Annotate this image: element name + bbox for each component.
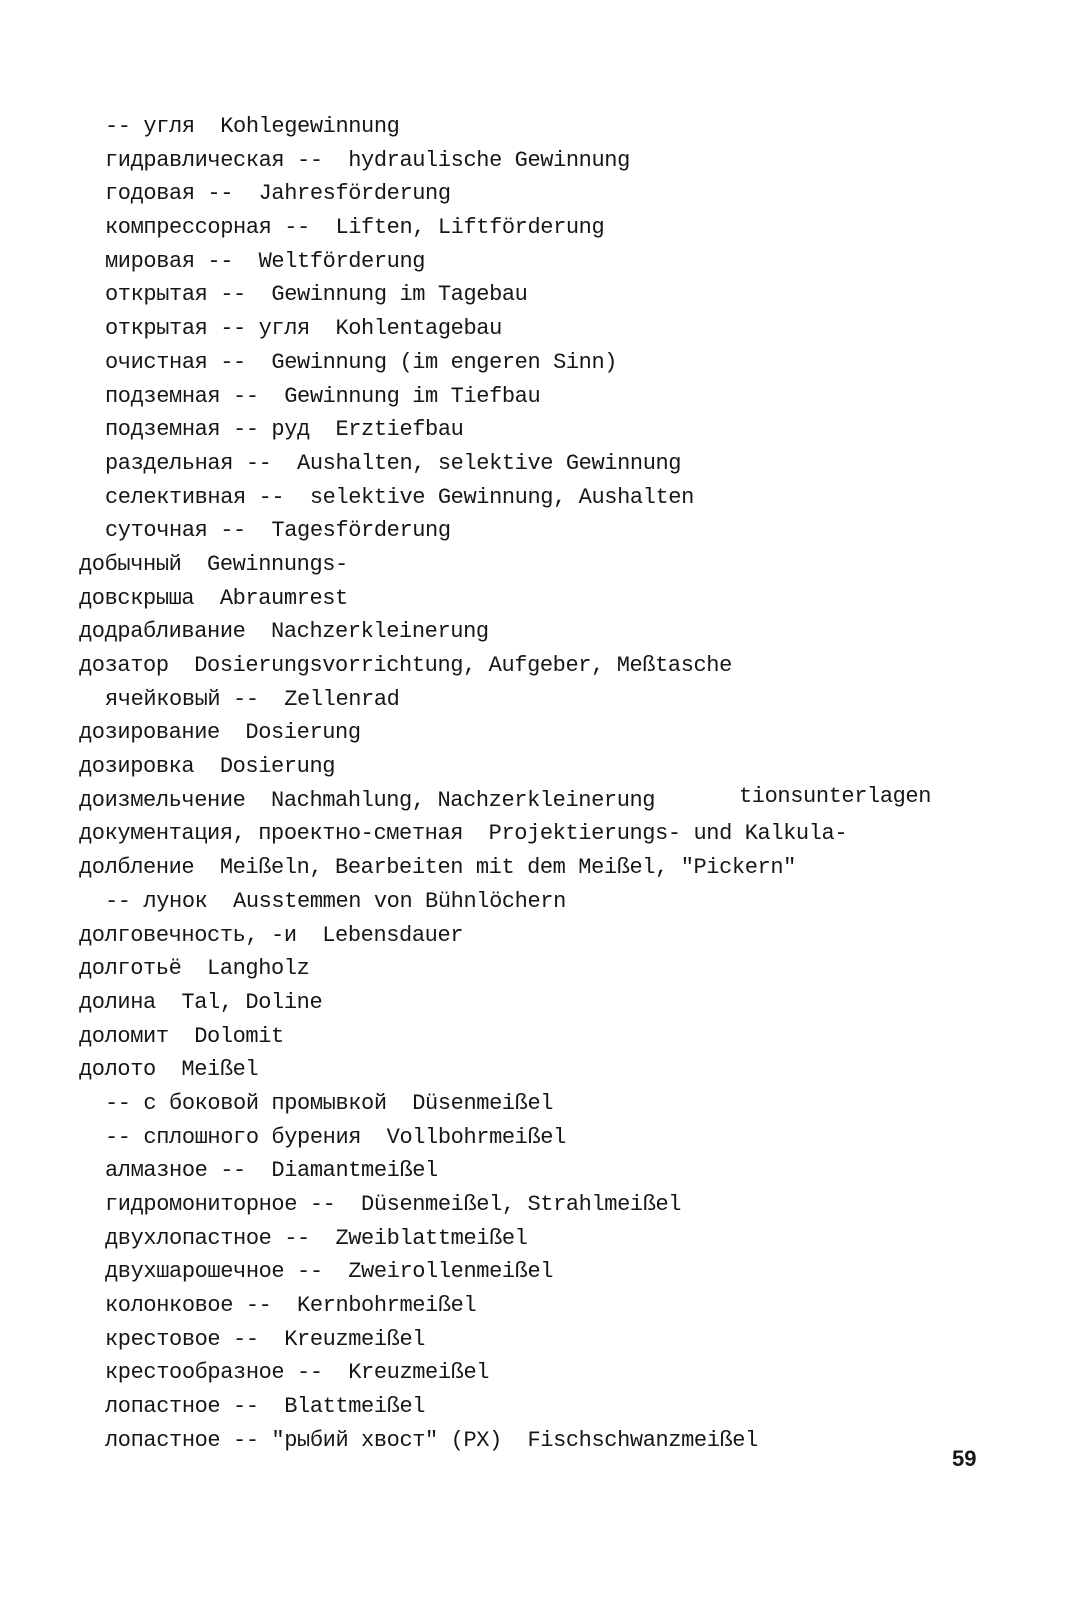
entry-headword-line: добычный Gewinnungs- <box>79 551 348 577</box>
entry-line: алмазное -- Diamantmeißel <box>105 1158 438 1184</box>
entry-headword-line: документация, проектно-сметная Projektierungs- und Kalkula- <box>79 821 848 847</box>
entry-line: -- с боковой промывкой Düsenmeißel <box>105 1090 554 1116</box>
entry-line: лопастное -- Blattmeißel <box>105 1394 426 1420</box>
entry-line: гидравлическая -- hydraulische Gewinnung <box>105 147 630 173</box>
entry-line: гидромониторное -- Düsenmeißel, Strahlmeißel <box>105 1192 682 1217</box>
entry-line: -- сплошного бурения Vollbohrmeißel <box>105 1124 566 1150</box>
entry-line: открытая -- угля Kohlentagebau <box>105 316 502 342</box>
entry-line: подземная -- Gewinnung im Tiefbau <box>105 383 541 409</box>
entry-line: крестовое -- Kreuzmeißel <box>105 1326 426 1352</box>
entry-headword-line: доломит Dolomit <box>79 1023 284 1049</box>
page-number: 59 <box>952 1446 977 1471</box>
entry-line: очистная -- Gewinnung (im engeren Sinn) <box>105 349 618 375</box>
entry-headword-line: долговечность, -и Lebensdauer <box>79 922 464 948</box>
wrapped-text-continuation: tionsunterlagen <box>739 784 932 809</box>
entry-headword-line: доизмельчение Nachmahlung, Nachzerkleinerung <box>79 787 656 813</box>
entry-headword-line: долбление Meißeln, Bearbeiten mit dem Meißel, "Pickern" <box>79 855 796 881</box>
entry-line: крестообразное -- Kreuzmeißel <box>105 1360 490 1386</box>
entry-headword-line: долина Tal, Doline <box>79 989 323 1015</box>
entry-line: двухшарошечное -- Zweirollenmeißel <box>105 1259 554 1285</box>
entry-line: мировая -- Weltförderung <box>105 248 426 274</box>
entry-headword-line: долготьё Langholz <box>79 956 310 982</box>
entry-headword-line: дозировка Dosierung <box>79 754 336 780</box>
entry-line: открытая -- Gewinnung im Tagebau <box>105 282 528 308</box>
entry-line: компрессорная -- Liften, Liftförderung <box>105 215 605 241</box>
entry-line: колонковое -- Kernbohrmeißel <box>105 1293 477 1319</box>
entry-line: раздельная -- Aushalten, selektive Gewinnung <box>105 450 682 476</box>
entry-line: суточная -- Tagesförderung <box>105 518 451 544</box>
entry-line: селективная -- selektive Gewinnung, Aushalten <box>105 484 694 510</box>
entry-headword-line: дозатор Dosierungsvorrichtung, Aufgeber, Meßtasche <box>79 653 732 678</box>
entry-headword-line: долото Meißel <box>79 1057 259 1083</box>
entry-line: годовая -- Jahresförderung <box>105 181 451 207</box>
entry-line: лопастное -- "рыбий хвост" (РХ) Fischschwanzmeißel <box>105 1427 758 1453</box>
entry-headword-line: довскрыша Abraumrest <box>79 585 348 611</box>
entry-line: -- лунок Ausstemmen von Bühnlöchern <box>105 888 566 914</box>
entry-headword-line: дозирование Dosierung <box>79 720 361 746</box>
entry-headword-line: додрабливание Nachzerkleinerung <box>79 619 489 645</box>
entry-line: -- угля Kohlegewinnung <box>105 114 400 139</box>
entry-line: двухлопастное -- Zweiblattmeißel <box>105 1225 528 1251</box>
entry-line: ячейковый -- Zellenrad <box>105 686 400 712</box>
entry-line: подземная -- руд Erztiefbau <box>105 417 464 443</box>
